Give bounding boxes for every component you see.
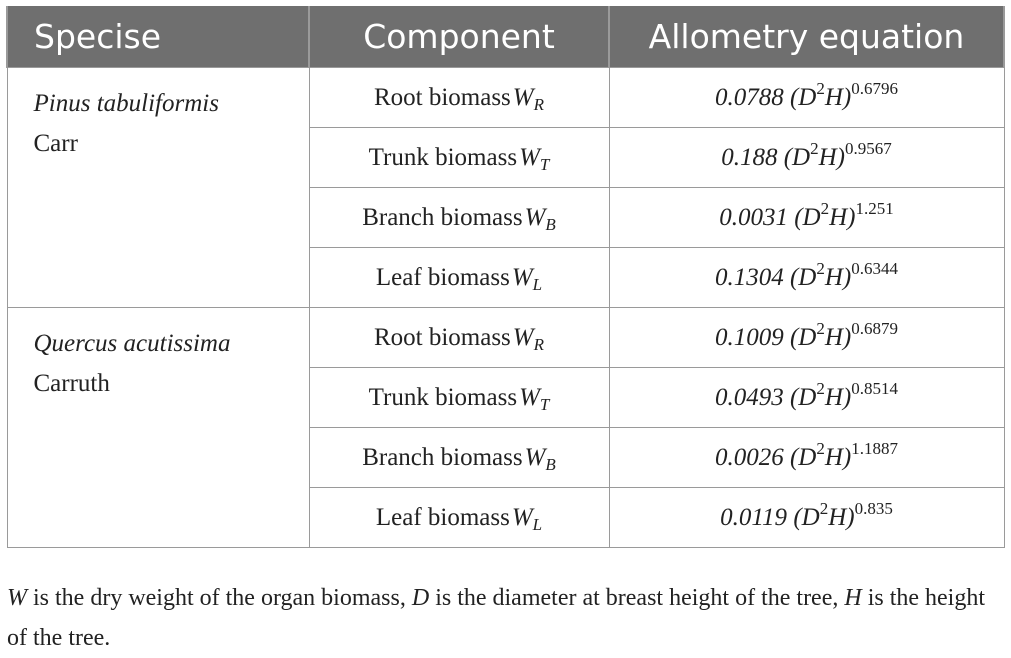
equation-open: (D	[789, 323, 817, 351]
component-symbol: W	[512, 323, 534, 351]
equation-close: H)	[824, 383, 852, 411]
allometry-table-container	[6, 6, 1003, 548]
table-body	[7, 68, 1004, 548]
equation	[714, 318, 899, 351]
table-footnote	[7, 578, 1007, 658]
component-symbol: W	[524, 203, 546, 231]
equation-cell	[609, 68, 1004, 128]
species-name: Quercus acutissima	[33, 330, 231, 357]
component-label: Branch biomass	[362, 443, 523, 471]
component-subscript: R	[533, 94, 545, 114]
header-row	[7, 6, 1004, 68]
header-equation: Allometry equation	[609, 6, 1004, 68]
equation-exponent: 1.1887	[851, 438, 899, 458]
component-cell	[309, 128, 609, 188]
component-symbol: W	[519, 143, 540, 171]
equation-coefficient: 0.0119	[720, 503, 788, 531]
equation-close: H)	[824, 263, 852, 291]
equation-square: 2	[816, 438, 825, 458]
component-symbol: W	[519, 383, 540, 411]
equation-exponent: 0.835	[854, 498, 893, 518]
component-label: Trunk biomass	[368, 383, 518, 411]
footnote-d: D	[411, 585, 430, 611]
equation	[714, 78, 899, 111]
component-label: Leaf biomass	[375, 263, 510, 291]
species-cell	[7, 308, 309, 548]
equation-coefficient: 0.0026	[714, 443, 784, 471]
component-subscript: B	[545, 214, 556, 234]
equation-exponent: 0.6796	[851, 78, 899, 98]
equation-cell	[609, 188, 1004, 248]
component-cell	[309, 308, 609, 368]
species-author: Carruth	[33, 370, 110, 397]
footnote-h: H	[844, 585, 862, 611]
component-label: Leaf biomass	[375, 503, 510, 531]
component-subscript: L	[532, 514, 543, 534]
equation-coefficient: 0.1009	[714, 323, 784, 351]
equation-close: H)	[824, 83, 852, 111]
equation-coefficient: 0.0788	[714, 83, 784, 111]
equation-cell	[609, 428, 1004, 488]
header-component: Component	[309, 6, 609, 68]
equation-open: (D	[789, 83, 817, 111]
equation-square: 2	[816, 258, 825, 278]
equation-square: 2	[816, 378, 825, 398]
equation	[714, 258, 899, 291]
equation-cell	[609, 488, 1004, 548]
equation	[719, 198, 894, 231]
component-subscript: R	[533, 334, 545, 354]
equation	[720, 498, 893, 531]
footnote-w: W	[7, 585, 27, 611]
component-subscript: T	[539, 154, 550, 174]
equation-close: H)	[824, 443, 852, 471]
equation-exponent: 0.6879	[851, 318, 899, 338]
equation-close: H)	[824, 323, 852, 351]
component-cell	[309, 68, 609, 128]
header-species: Specise	[7, 6, 309, 68]
table-row	[7, 308, 1004, 368]
component-cell	[309, 368, 609, 428]
species-cell	[7, 68, 309, 308]
equation-exponent: 0.9567	[845, 138, 892, 158]
component-cell	[309, 488, 609, 548]
equation-cell	[609, 128, 1004, 188]
equation-coefficient: 0.0031	[719, 203, 788, 231]
allometry-table	[6, 6, 1005, 548]
component-label: Root biomass	[373, 323, 511, 351]
equation-cell	[609, 308, 1004, 368]
equation-square: 2	[810, 138, 819, 158]
equation	[714, 378, 899, 411]
equation-exponent: 0.6344	[851, 258, 899, 278]
footnote-text-1: is the dry weight of the organ biomass,	[27, 585, 412, 611]
equation-square: 2	[820, 198, 830, 218]
equation-square: 2	[816, 78, 825, 98]
component-symbol: W	[512, 83, 534, 111]
species-name: Pinus tabuliformis	[33, 90, 219, 117]
equation-close: H)	[828, 503, 855, 531]
equation-open: (D	[794, 203, 821, 231]
component-symbol: W	[511, 503, 533, 531]
equation-close: H)	[818, 143, 846, 171]
equation	[721, 138, 892, 171]
equation-open: (D	[783, 143, 811, 171]
equation-open: (D	[793, 503, 820, 531]
equation	[714, 438, 899, 471]
equation-exponent: 1.251	[855, 198, 894, 218]
component-cell	[309, 188, 609, 248]
equation-square: 2	[816, 318, 825, 338]
table-row	[7, 68, 1004, 128]
equation-coefficient: 0.188	[721, 143, 778, 171]
equation-open: (D	[789, 383, 817, 411]
component-subscript: B	[545, 454, 556, 474]
component-subscript: L	[532, 274, 543, 294]
equation-coefficient: 0.1304	[714, 263, 784, 291]
equation-open: (D	[789, 443, 817, 471]
component-subscript: T	[539, 394, 550, 414]
component-cell	[309, 428, 609, 488]
species-author: Carr	[33, 130, 78, 157]
component-cell	[309, 248, 609, 308]
component-label: Branch biomass	[362, 203, 523, 231]
equation-open: (D	[789, 263, 817, 291]
footnote-text-3: is the height of the tree.	[7, 585, 986, 651]
component-label: Trunk biomass	[368, 143, 518, 171]
equation-cell	[609, 248, 1004, 308]
equation-coefficient: 0.0493	[714, 383, 784, 411]
component-symbol: W	[511, 263, 533, 291]
equation-cell	[609, 368, 1004, 428]
component-label: Root biomass	[373, 83, 511, 111]
equation-close: H)	[829, 203, 856, 231]
footnote-text-2: is the diameter at breast height of the tree,	[429, 585, 845, 611]
equation-square: 2	[819, 498, 829, 518]
component-symbol: W	[524, 443, 546, 471]
equation-exponent: 0.8514	[851, 378, 899, 398]
